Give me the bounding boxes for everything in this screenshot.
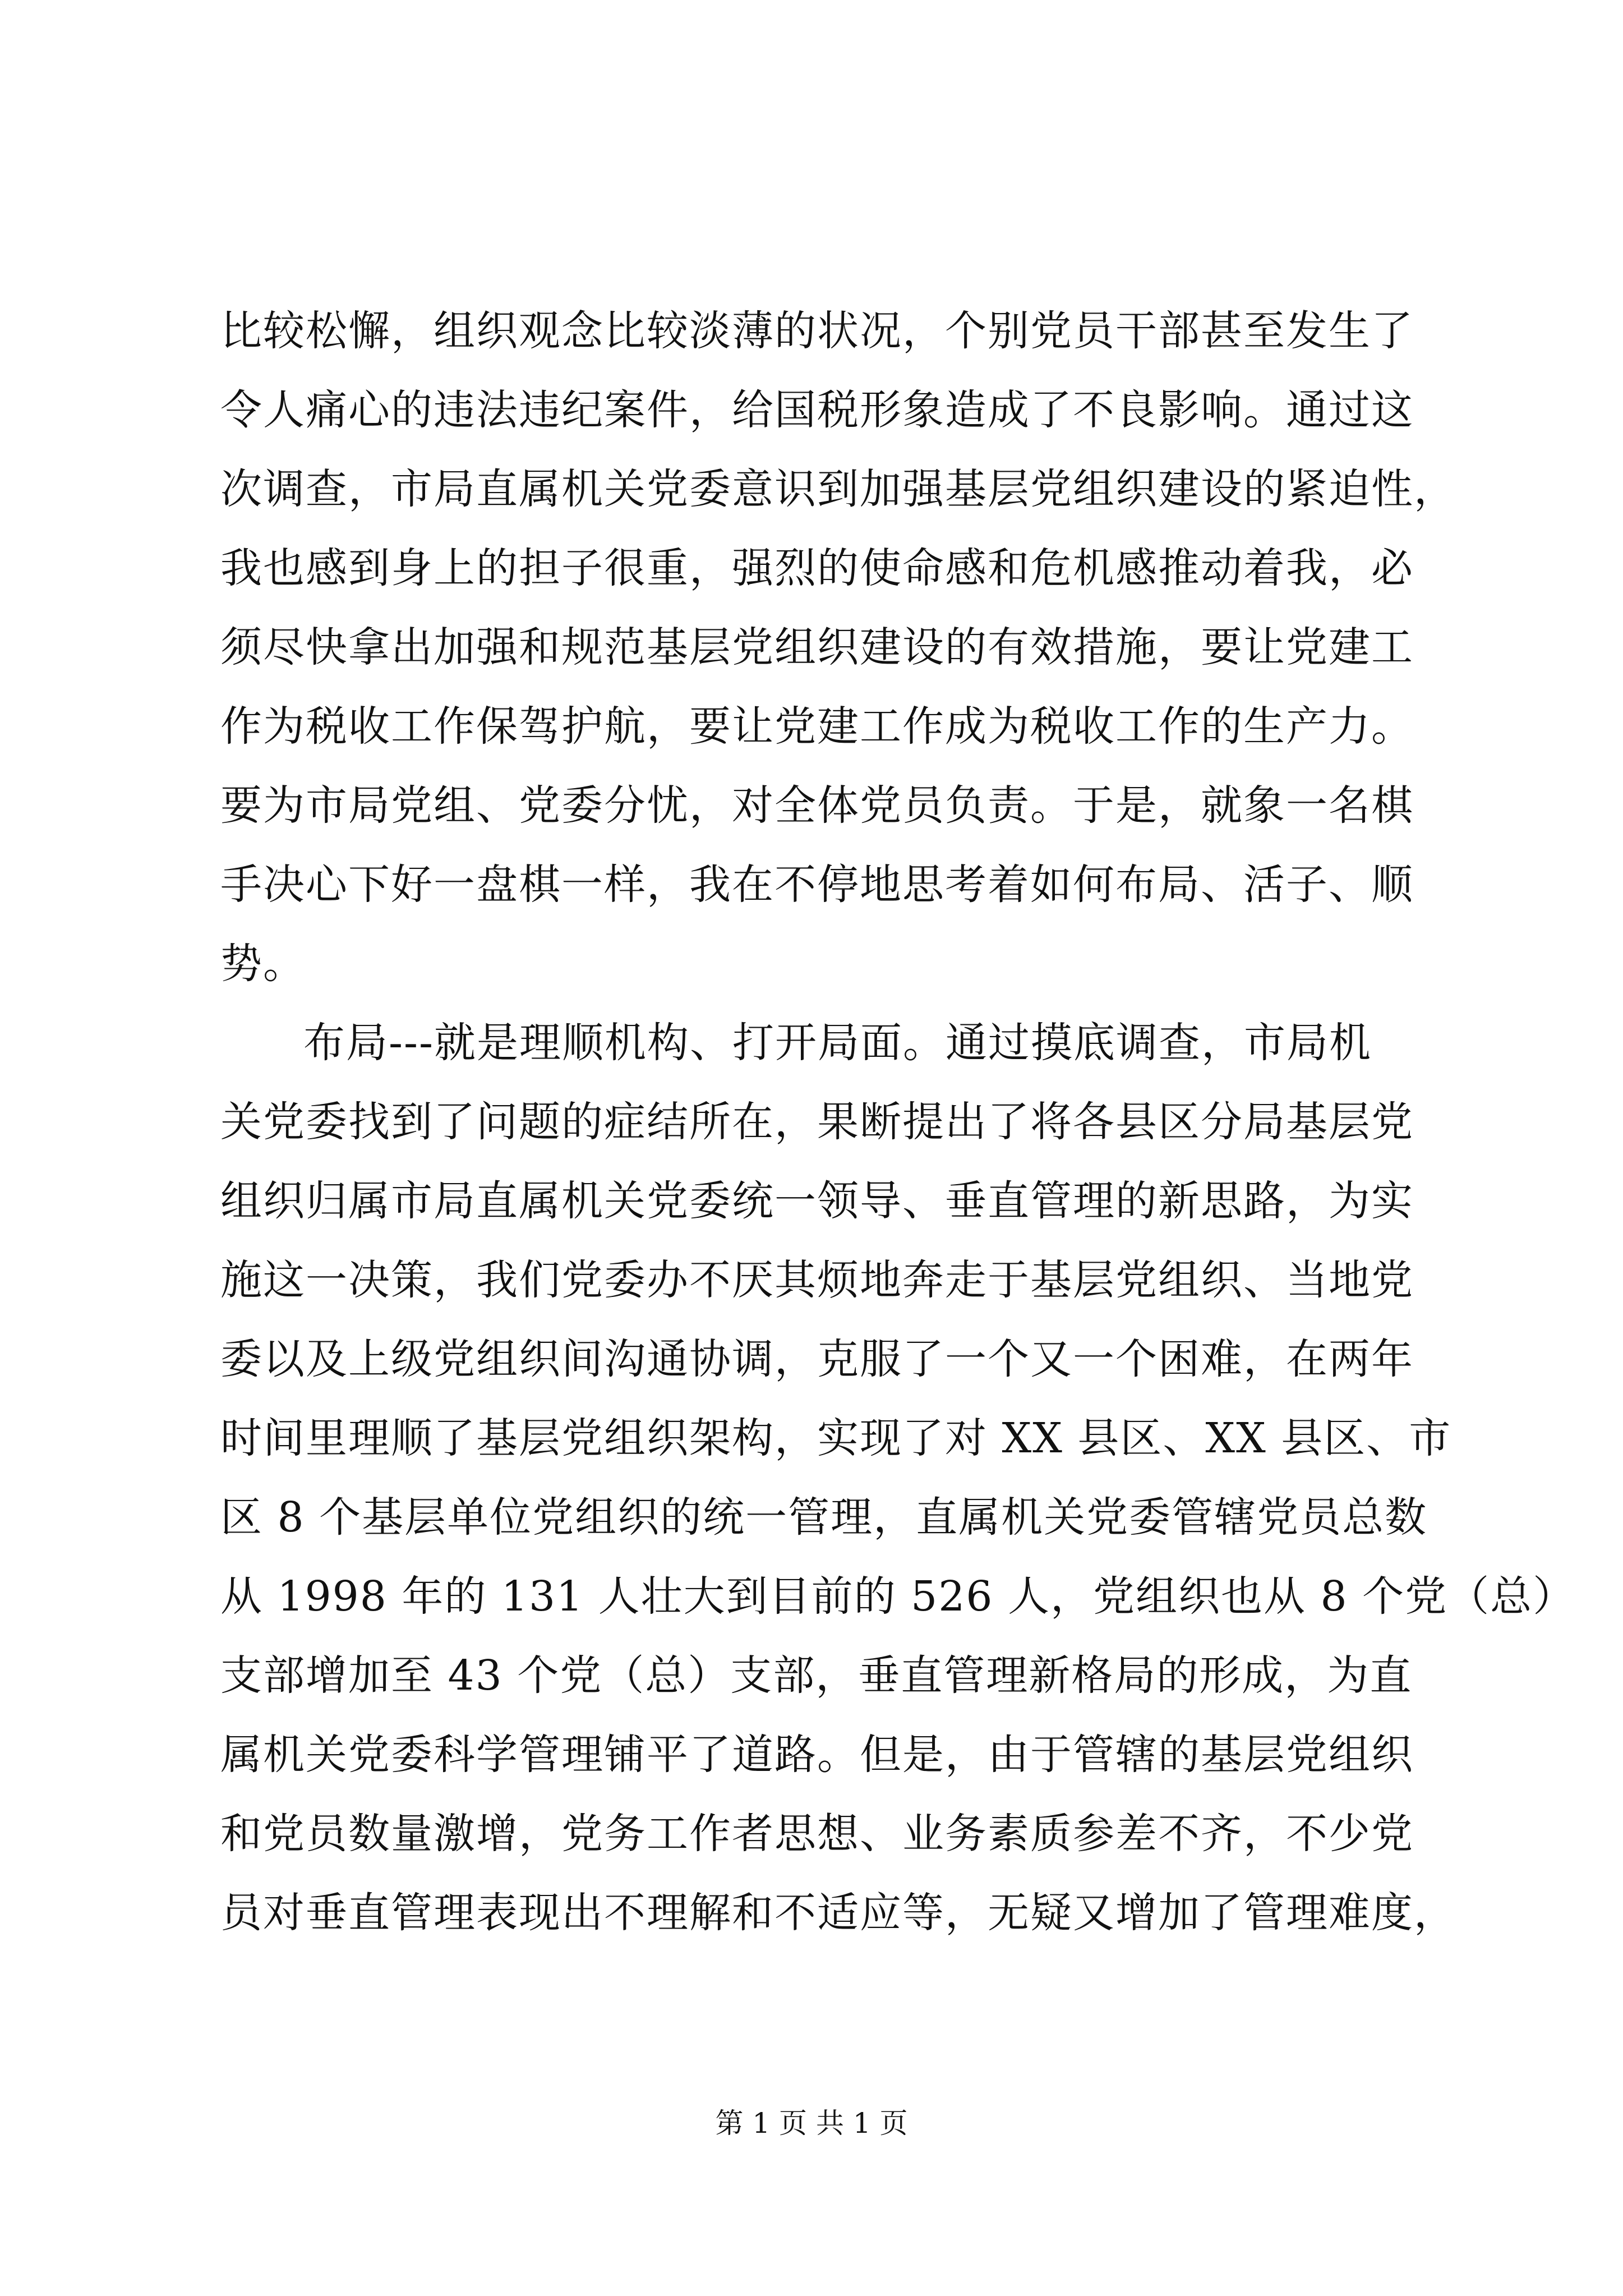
- text-line: 组织归属市局直属机关党委统一领导、垂直管理的新思路，为实: [220, 1177, 1414, 1225]
- text-line: 支部增加至 43 个党（总）支部，垂直管理新格局的形成，为直: [220, 1651, 1413, 1700]
- text-line: 委以及上级党组织间沟通协调，克服了一个又一个困难，在两年: [220, 1335, 1414, 1383]
- text-line: 令人痛心的违法违纪案件，给国税形象造成了不良影响。通过这: [220, 386, 1414, 434]
- text-line: 作为税收工作保驾护航，要让党建工作成为税收工作的生产力。: [220, 702, 1414, 751]
- text-line: 区 8 个基层单位党组织的统一管理，直属机关党委管辖党员总数: [220, 1493, 1428, 1542]
- text-line: 施这一决策，我们党委办不厌其烦地奔走于基层党组织、当地党: [220, 1256, 1414, 1304]
- text-line: 和党员数量激增，党务工作者思想、业务素质参差不齐，不少党: [220, 1810, 1414, 1858]
- text-line: 员对垂直管理表现出不理解和不适应等，无疑又增加了管理难度，: [220, 1889, 1456, 1937]
- page-footer: [0, 2101, 1623, 2141]
- text-line: 比较松懈，组织观念比较淡薄的状况，个别党员干部甚至发生了: [220, 307, 1414, 355]
- paragraph-start-line: 布局---就是理顺机构、打开局面。通过摸底调查，市局机: [303, 1019, 1372, 1067]
- page-number: 第 1 页 共 1 页: [715, 2107, 908, 2139]
- text-line: 从 1998 年的 131 人壮大到目前的 526 人，党组织也从 8 个党（总）: [220, 1572, 1576, 1621]
- document-body: [220, 292, 1576, 1953]
- text-line: 我也感到身上的担子很重，强烈的使命感和危机感推动着我，必: [220, 544, 1414, 592]
- text-line: 属机关党委科学管理铺平了道路。但是，由于管辖的基层党组织: [220, 1731, 1414, 1779]
- text-line: 次调查，市局直属机关党委意识到加强基层党组织建设的紧迫性，: [220, 465, 1456, 513]
- text-line: 时间里理顺了基层党组织架构，实现了对 XX 县区、XX 县区、市: [220, 1414, 1452, 1462]
- text-line: 须尽快拿出加强和规范基层党组织建设的有效措施，要让党建工: [220, 623, 1414, 671]
- text-line: 手决心下好一盘棋一样，我在不停地思考着如何布局、活子、顺: [220, 861, 1414, 909]
- text-line: 势。: [220, 940, 306, 988]
- text-line: 要为市局党组、党委分忧，对全体党员负责。于是，就象一名棋: [220, 781, 1414, 830]
- text-line: 关党委找到了问题的症结所在，果断提出了将各县区分局基层党: [220, 1098, 1414, 1146]
